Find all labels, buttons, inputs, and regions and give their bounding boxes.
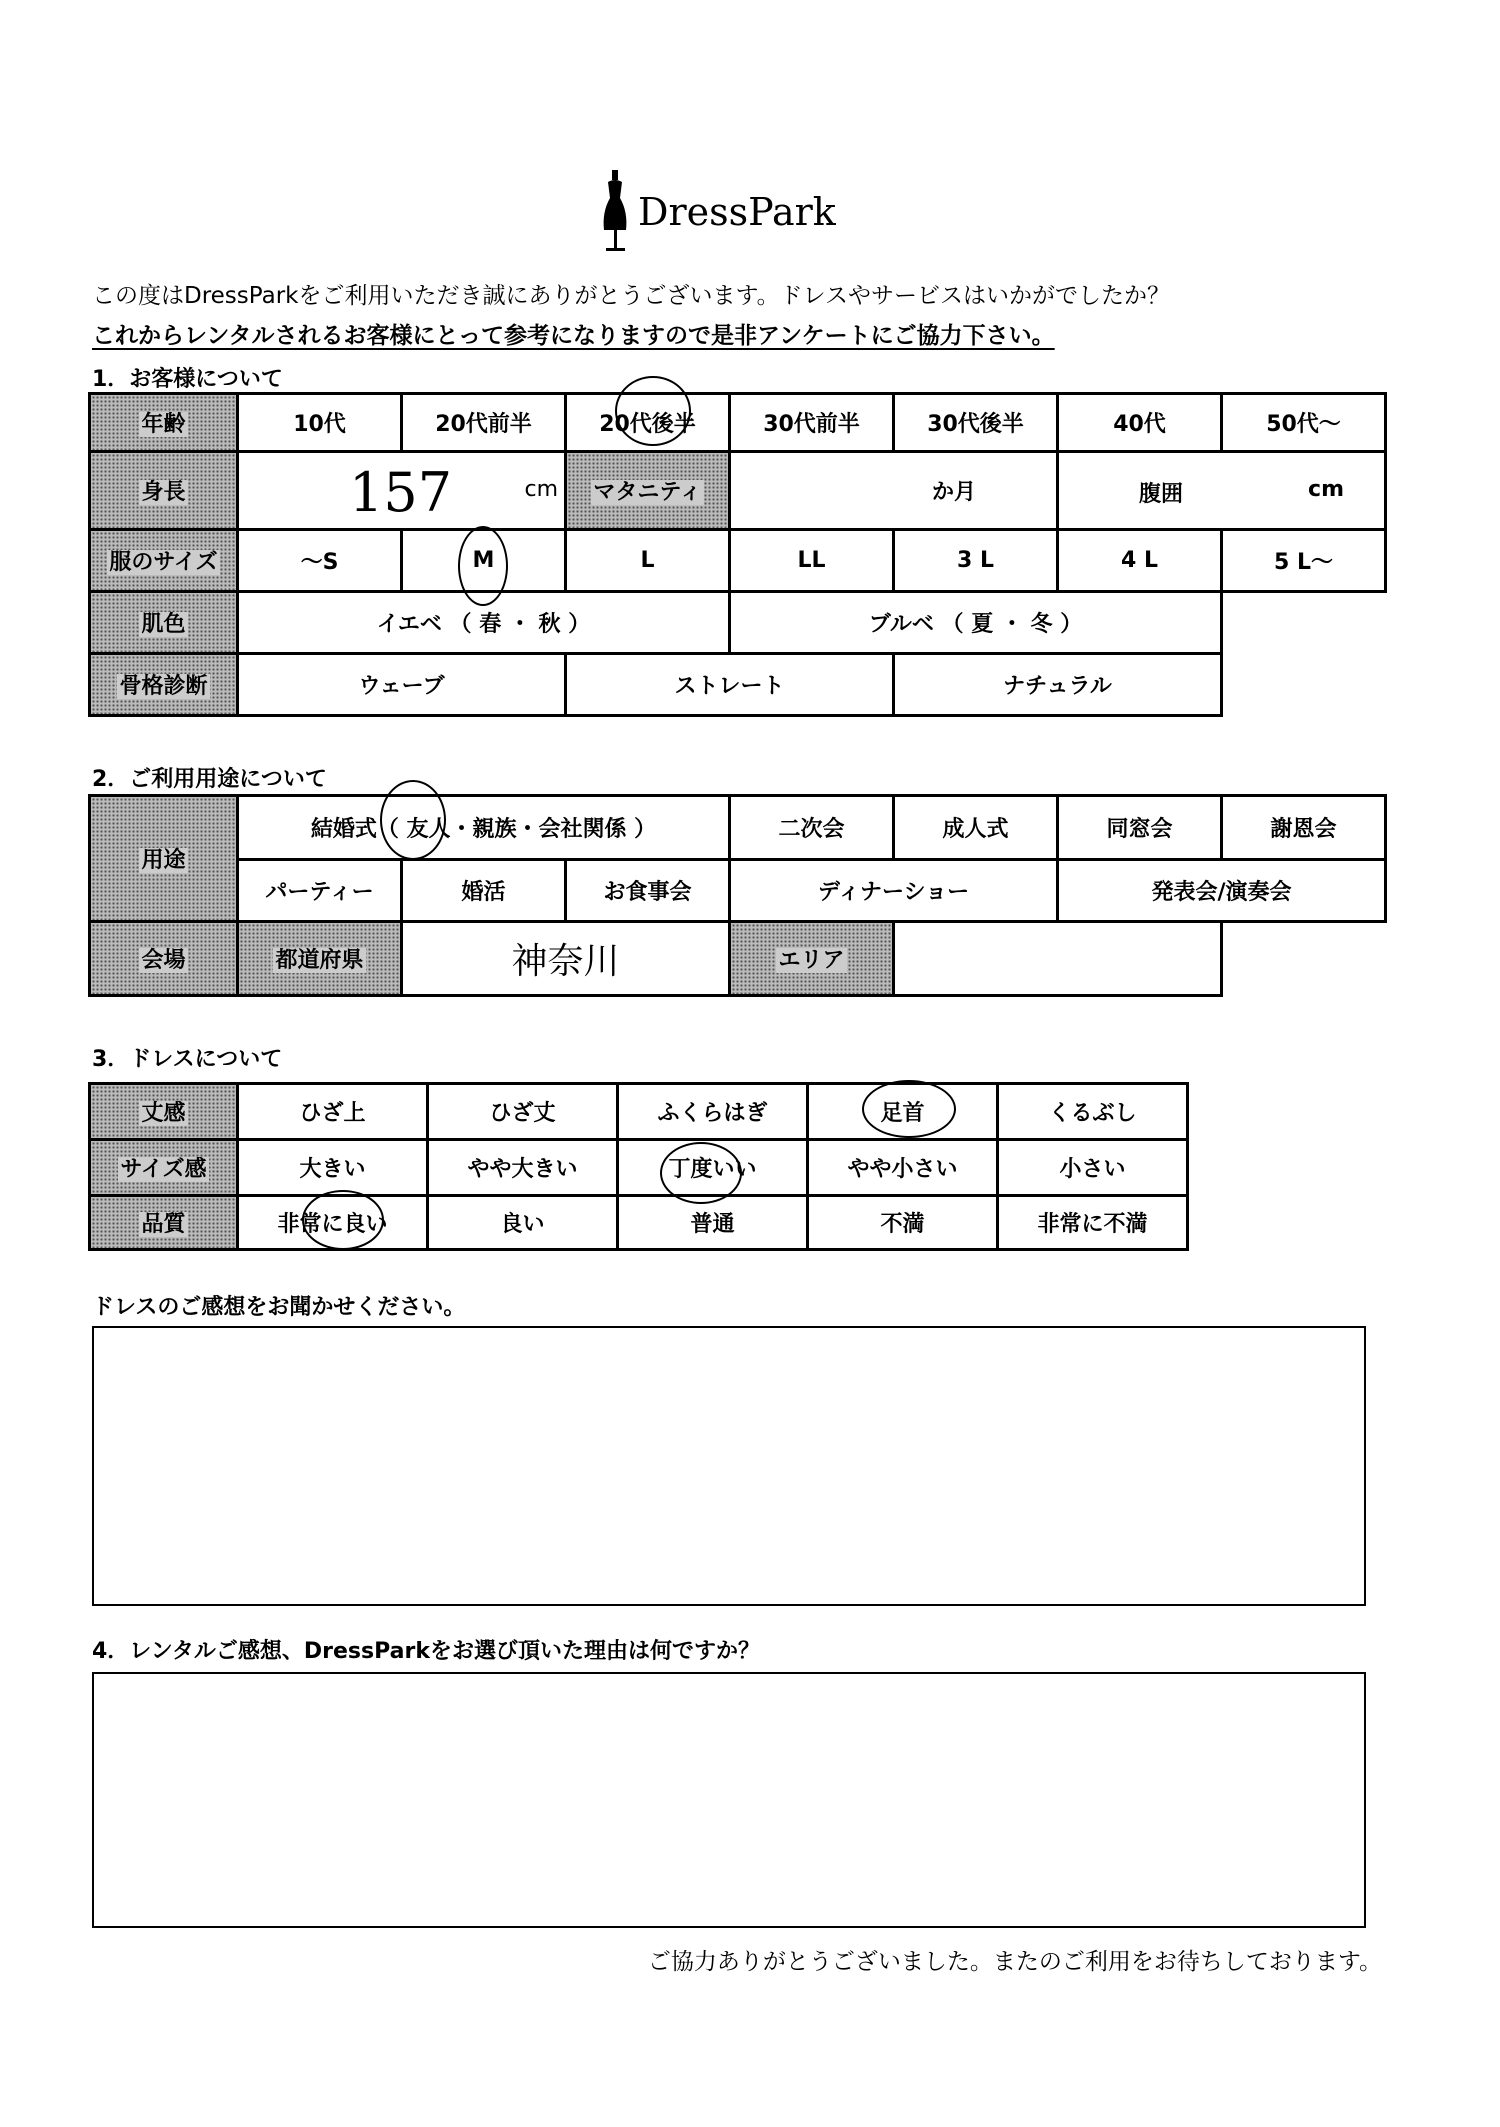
section-4-title: 4．レンタルご感想、DressParkをお選び頂いた理由は何ですか？: [92, 1639, 760, 1664]
length-option[interactable]: ひざ丈: [428, 1084, 618, 1140]
selection-circle: [660, 1142, 742, 1204]
maternity-label: マタニティ: [566, 452, 730, 530]
height-label: 身長: [90, 452, 238, 530]
length-label: 丈感: [90, 1084, 238, 1140]
length-option[interactable]: ふくらはぎ: [618, 1084, 808, 1140]
size-option-selected[interactable]: M: [402, 530, 566, 592]
fit-option[interactable]: 大きい: [238, 1140, 428, 1196]
prefecture-label: 都道府県: [238, 922, 402, 996]
skin-color-option[interactable]: イエベ （ 春 ・ 秋 ）: [238, 592, 730, 654]
purpose-option[interactable]: 発表会/演奏会: [1058, 860, 1386, 922]
section-3-title: 3．ドレスについて: [92, 1047, 283, 1072]
height-value: 157: [349, 461, 453, 524]
skin-color-label: 肌色: [90, 592, 238, 654]
area-field[interactable]: [894, 922, 1222, 996]
fit-label: サイズ感: [90, 1140, 238, 1196]
brand-logo: [598, 168, 848, 258]
selection-circle: [458, 526, 508, 606]
size-option[interactable]: LL: [730, 530, 894, 592]
size-option[interactable]: L: [566, 530, 730, 592]
age-option[interactable]: 10代: [238, 394, 402, 452]
quality-option[interactable]: 良い: [428, 1196, 618, 1250]
venue-label: 会場: [90, 922, 238, 996]
intro-line-1: この度はDressParkをご利用いただき誠にありがとうございます。ドレスやサービスはいかがでしたか？: [92, 283, 1170, 309]
section-2-title: 2．ご利用用途について: [92, 767, 327, 792]
selection-circle: [862, 1080, 956, 1138]
age-label: 年齢: [90, 394, 238, 452]
dress-comment-box[interactable]: [92, 1326, 1366, 1606]
dress-form-icon: [598, 168, 634, 258]
month-unit: か月: [931, 480, 976, 505]
purpose-option[interactable]: 婚活: [402, 860, 566, 922]
purpose-option[interactable]: 成人式: [894, 796, 1058, 860]
waist-label: 腹囲: [1139, 482, 1184, 507]
quality-option-selected[interactable]: 非常に良い: [238, 1196, 428, 1250]
rental-comment-box[interactable]: [92, 1672, 1366, 1928]
purpose-option-wedding[interactable]: 結婚式（ 友人・親族・会社関係 ）: [238, 796, 730, 860]
size-option[interactable]: 4 L: [1058, 530, 1222, 592]
dress-table: [88, 1082, 1189, 1251]
quality-option[interactable]: 非常に不満: [998, 1196, 1188, 1250]
height-field[interactable]: [238, 452, 566, 530]
selection-circle: [302, 1190, 384, 1250]
length-option-selected[interactable]: 足首: [808, 1084, 998, 1140]
body-type-option[interactable]: ナチュラル: [894, 654, 1222, 716]
quality-option[interactable]: 普通: [618, 1196, 808, 1250]
brand-name: DressPark: [638, 190, 836, 234]
maternity-month-field[interactable]: [730, 452, 1058, 530]
body-type-label: 骨格診断: [90, 654, 238, 716]
customer-table: [88, 392, 1387, 717]
fit-option[interactable]: 小さい: [998, 1140, 1188, 1196]
waist-unit: cm: [1308, 477, 1344, 502]
age-option[interactable]: 30代後半: [894, 394, 1058, 452]
prefecture-value: 神奈川: [511, 941, 620, 982]
waist-field[interactable]: [1058, 452, 1386, 530]
size-option[interactable]: ～S: [238, 530, 402, 592]
quality-label: 品質: [90, 1196, 238, 1250]
size-label: 服のサイズ: [90, 530, 238, 592]
size-option[interactable]: 5 L～: [1222, 530, 1386, 592]
purpose-option[interactable]: ディナーショー: [730, 860, 1058, 922]
age-option-selected[interactable]: 20代後半: [566, 394, 730, 452]
length-option[interactable]: ひざ上: [238, 1084, 428, 1140]
fit-option[interactable]: やや小さい: [808, 1140, 998, 1196]
intro-line-2: これからレンタルされるお客様にとって参考になりますので是非アンケートにご協力下さい。: [92, 323, 1055, 349]
quality-option[interactable]: 不満: [808, 1196, 998, 1250]
usage-table: [88, 794, 1387, 997]
size-option[interactable]: 3 L: [894, 530, 1058, 592]
purpose-option[interactable]: 同窓会: [1058, 796, 1222, 860]
selection-circle: [380, 780, 446, 860]
length-option[interactable]: くるぶし: [998, 1084, 1188, 1140]
age-option[interactable]: 30代前半: [730, 394, 894, 452]
purpose-option[interactable]: 二次会: [730, 796, 894, 860]
dress-comment-prompt: ドレスのご感想をお聞かせください。: [92, 1295, 466, 1320]
purpose-option[interactable]: 謝恩会: [1222, 796, 1386, 860]
body-type-option[interactable]: ストレート: [566, 654, 894, 716]
age-option[interactable]: 20代前半: [402, 394, 566, 452]
height-unit: cm: [524, 477, 558, 502]
section-1-title: 1．お客様について: [92, 367, 283, 392]
prefecture-field[interactable]: [402, 922, 730, 996]
age-option[interactable]: 50代～: [1222, 394, 1386, 452]
purpose-label: 用途: [90, 796, 238, 922]
body-type-option[interactable]: ウェーブ: [238, 654, 566, 716]
age-option[interactable]: 40代: [1058, 394, 1222, 452]
fit-option[interactable]: やや大きい: [428, 1140, 618, 1196]
area-label: エリア: [730, 922, 894, 996]
skin-color-option[interactable]: ブルベ （ 夏 ・ 冬 ）: [730, 592, 1222, 654]
fit-option-selected[interactable]: 丁度いい: [618, 1140, 808, 1196]
purpose-option[interactable]: お食事会: [566, 860, 730, 922]
selection-circle: [615, 376, 691, 446]
purpose-option[interactable]: パーティー: [238, 860, 402, 922]
footer-thanks: ご協力ありがとうございました。またのご利用をお待ちしております。: [647, 1949, 1382, 1975]
